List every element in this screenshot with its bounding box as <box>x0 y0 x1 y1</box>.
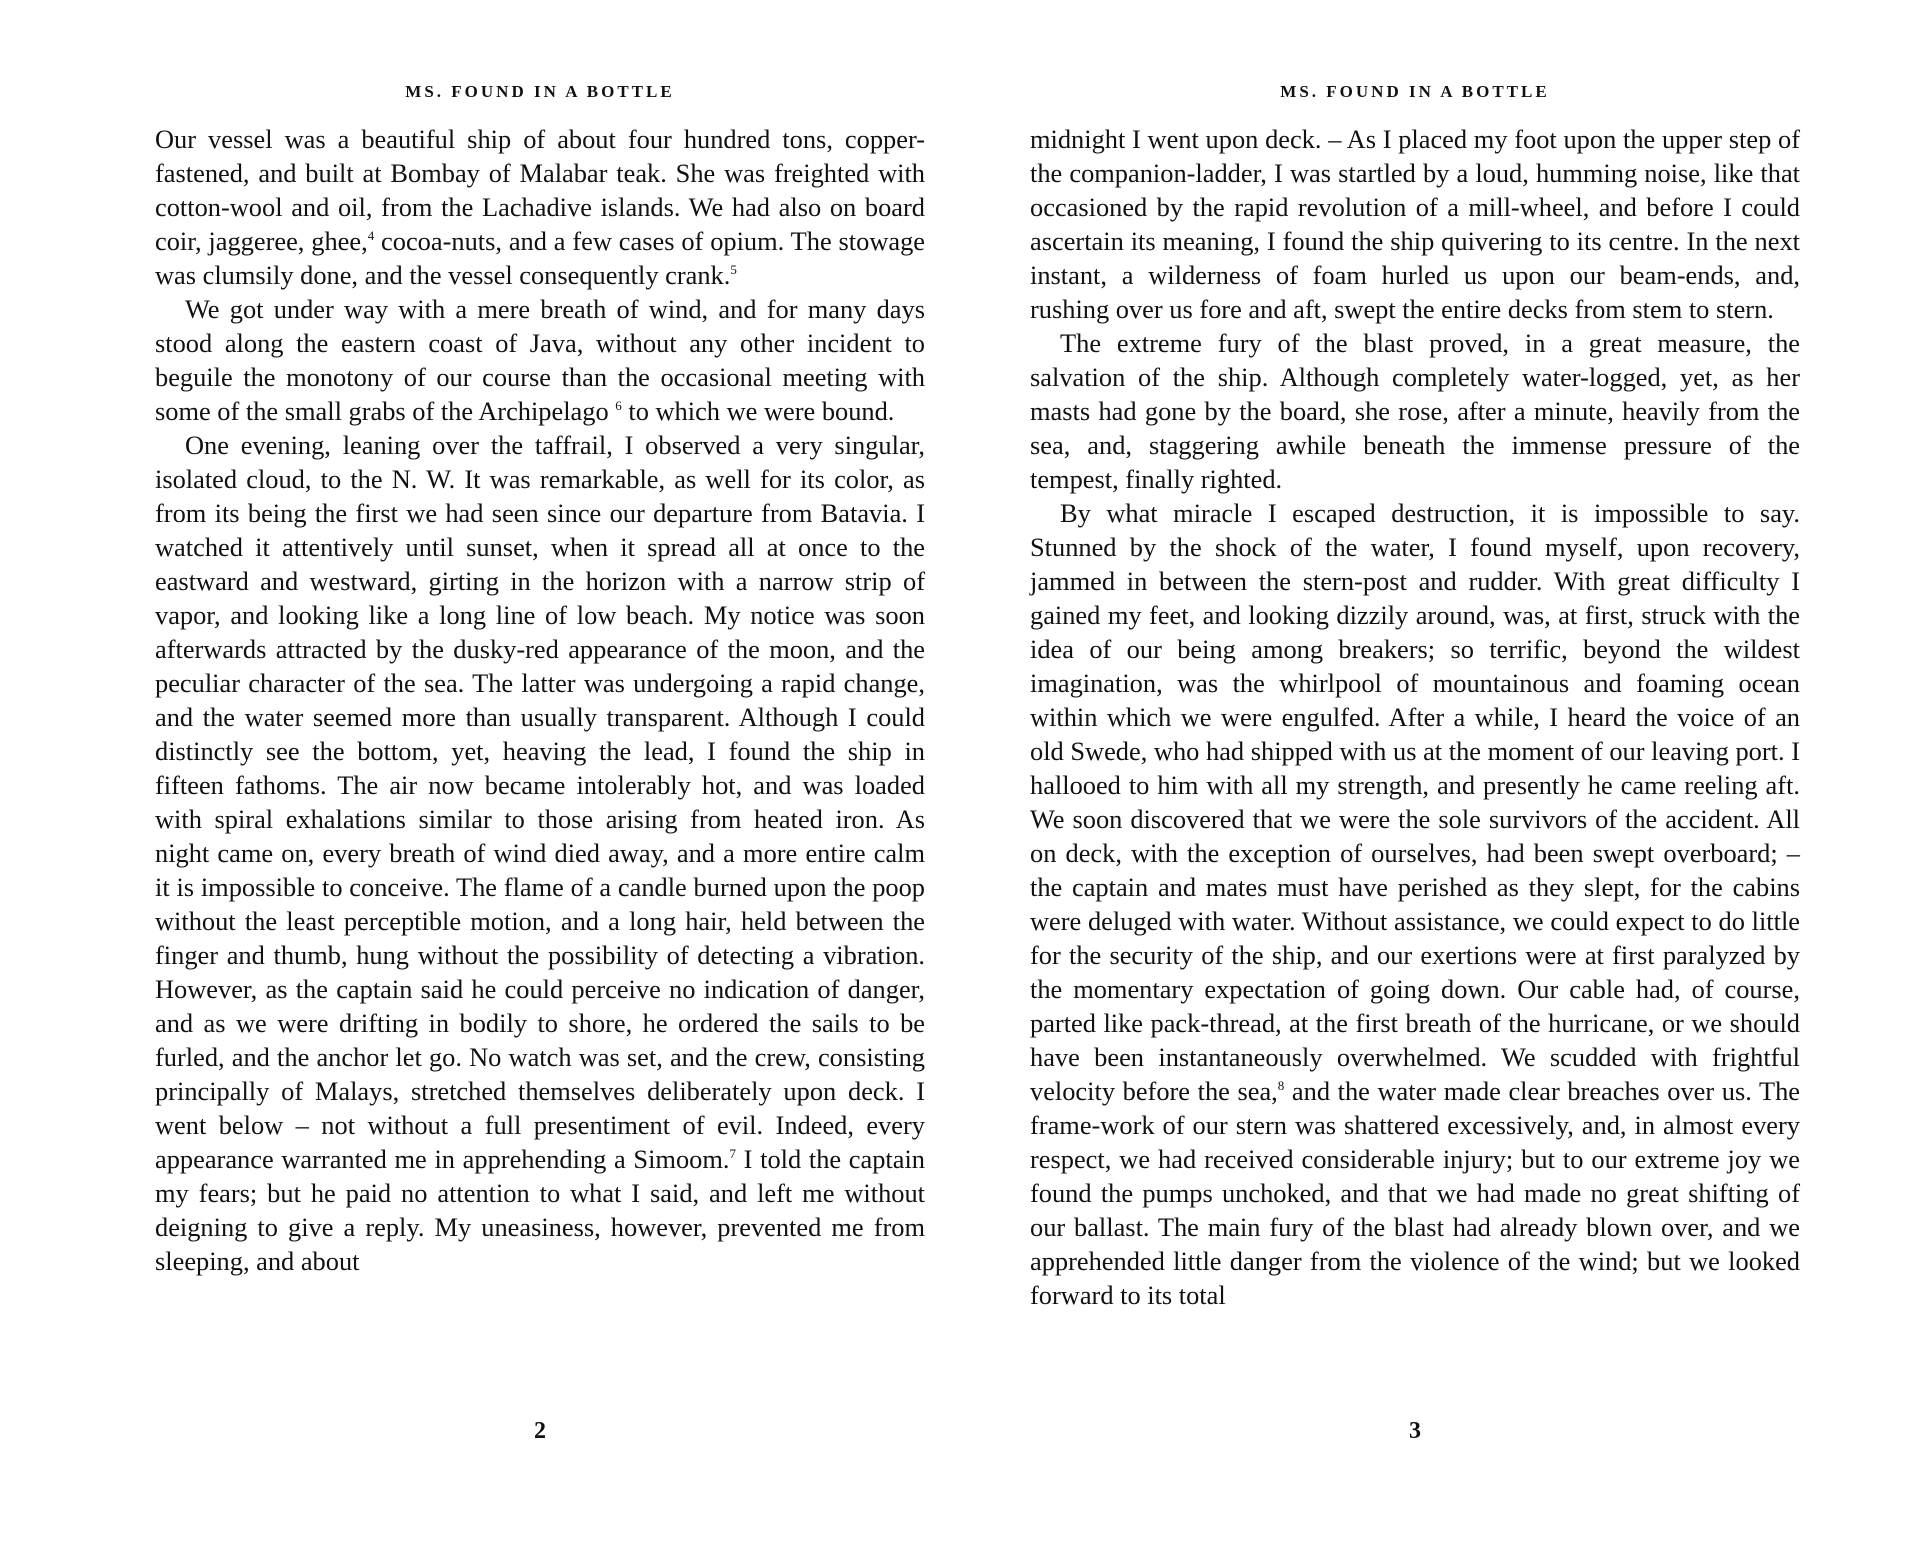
footnote-ref[interactable]: 4 <box>367 228 375 243</box>
paragraph <box>155 292 925 428</box>
page-number: 3 <box>1409 1418 1421 1444</box>
footnote-ref[interactable]: 8 <box>1277 1078 1285 1093</box>
page-text <box>1030 122 1800 1312</box>
text-run: and the water made clear breaches over us. The frame-work of our stern was shattered excessively, and, in almost every respect, we had received considerable injury; but to our extreme joy we found the pumps unchoked, and that we had made no great shifting of our ballast. The main fury of the blast had already blown over, and we apprehended little danger from the violence of the wind; but we looked forward to its total <box>1030 1076 1800 1310</box>
text-run: I told the captain my fears; but he paid no attention to what I said, and left me without deigning to give a reply. My uneasiness, however, prevented me from sleeping, and about <box>155 1144 926 1276</box>
paragraph <box>155 122 925 292</box>
paragraph: The extreme fury of the blast proved, in a great measure, the salvation of the ship. Although completely water-logged, yet, as her masts had gone by the board, she rose, after a minute, heavily from the sea, and, staggering awhile beneath the immense pressure of the tempest, finally righted. <box>1030 328 1800 494</box>
text-run: By what miracle I escaped destruction, it is impossible to say. Stunned by the shock of the water, I found myself, upon recovery, jammed in between the stern-post and rudder. With great difficulty I gained my feet, and looking dizzily around, was, at first, struck with the idea of our being among breakers; so terrific, beyond the wildest imagination, was the whirlpool of mountainous and foaming ocean within which we were engulfed. After a while, I heard the voice of an old Swede, who had shipped with us at the moment of our leaving port. I hallooed to him with all my strength, and presently he came reeling aft. We soon discovered that we were the sole survivors of the accident. All on deck, with the exception of ourselves, had been swept overboard; – the captain and mates must have perished as they slept, for the cabins were deluged with water. Without assistance, we could expect to do little for the security of the ship, and our exertions were at first paralyzed by the momentary expectation of going down. Our cable had, of course, parted like pack-thread, at the first breath of the hurricane, or we should have been instantaneously overwhelmed. We scudded with frightful velocity before the sea, <box>1030 498 1800 1106</box>
page-number: 2 <box>534 1418 546 1444</box>
paragraph <box>1030 496 1800 1312</box>
paragraph <box>155 428 925 1278</box>
footnote-ref[interactable]: 7 <box>729 1146 736 1161</box>
text-run: We got under way with a mere breath of wind, and for many days stood along the eastern coast of Java, without any other incident to beguile the monotony of our course than the occasional meeting with some of the small grabs of the Archipelago <box>155 294 925 426</box>
paragraph: midnight I went upon deck. – As I placed my foot upon the upper step of the companion-ladder, I was startled by a loud, humming noise, like that occasioned by the rapid revolution of a mill-wheel, and before I could ascertain its meaning, I found the ship quivering to its centre. In the next instant, a wilderness of foam hurled us upon our beam-ends, and, rushing over us fore and aft, swept the entire decks from stem to stern. <box>1030 124 1800 324</box>
text-run: Our vessel was a beautiful ship of about four hundred tons, copper-fastened, and built at Bombay of Malabar teak. She was freighted with cotton-wool and oil, from the Lachadive islands. We had also on board coir, jaggeree, ghee, <box>155 124 925 256</box>
text-run: One evening, leaning over the taffrail, I observed a very singular, isolated cloud, to the N. W. It was remarkable, as well for its color, as from its being the first we had seen since our departure from Batavia. I watched it attentively until sunset, when it spread all at once to the eastward and westward, girting in the horizon with a narrow strip of vapor, and looking like a long line of low beach. My notice was soon afterwards attracted by the dusky-red appearance of the moon, and the peculiar character of the sea. The latter was undergoing a rapid change, and the water seemed more than usually transparent. Although I could distinctly see the bottom, yet, heaving the lead, I found the ship in fifteen fathoms. The air now became intolerably hot, and was loaded with spiral exhalations similar to those arising from heated iron. As night came on, every breath of wind died away, and a more entire calm it is impossible to conceive. The flame of a candle burned upon the poop without the least perceptible motion, and a long hair, held between the finger and thumb, hung without the possibility of detecting a vibration. However, as the captain said he could perceive no indication of danger, and as we were drifting in bodily to shore, he ordered the sails to be furled, and the anchor let go. No watch was set, and the crew, consisting principally of Malays, stretched themselves deliberately upon deck. I went below – not without a full presentiment of evil. Indeed, every appearance warranted me in apprehending a Simoom. <box>155 430 925 1174</box>
right-page <box>1030 0 1800 1550</box>
text-run: cocoa-nuts, and a few cases of opium. The stowage was clumsily done, and the vessel consequently crank. <box>155 226 925 290</box>
running-head: MS. FOUND IN A BOTTLE <box>405 82 675 101</box>
text-run: to which we were bound. <box>621 396 895 426</box>
page-text <box>155 122 925 1278</box>
left-page <box>155 0 925 1550</box>
footnote-ref[interactable]: 6 <box>615 398 622 413</box>
running-head: MS. FOUND IN A BOTTLE <box>1280 82 1550 101</box>
footnote-ref[interactable]: 5 <box>730 262 737 277</box>
